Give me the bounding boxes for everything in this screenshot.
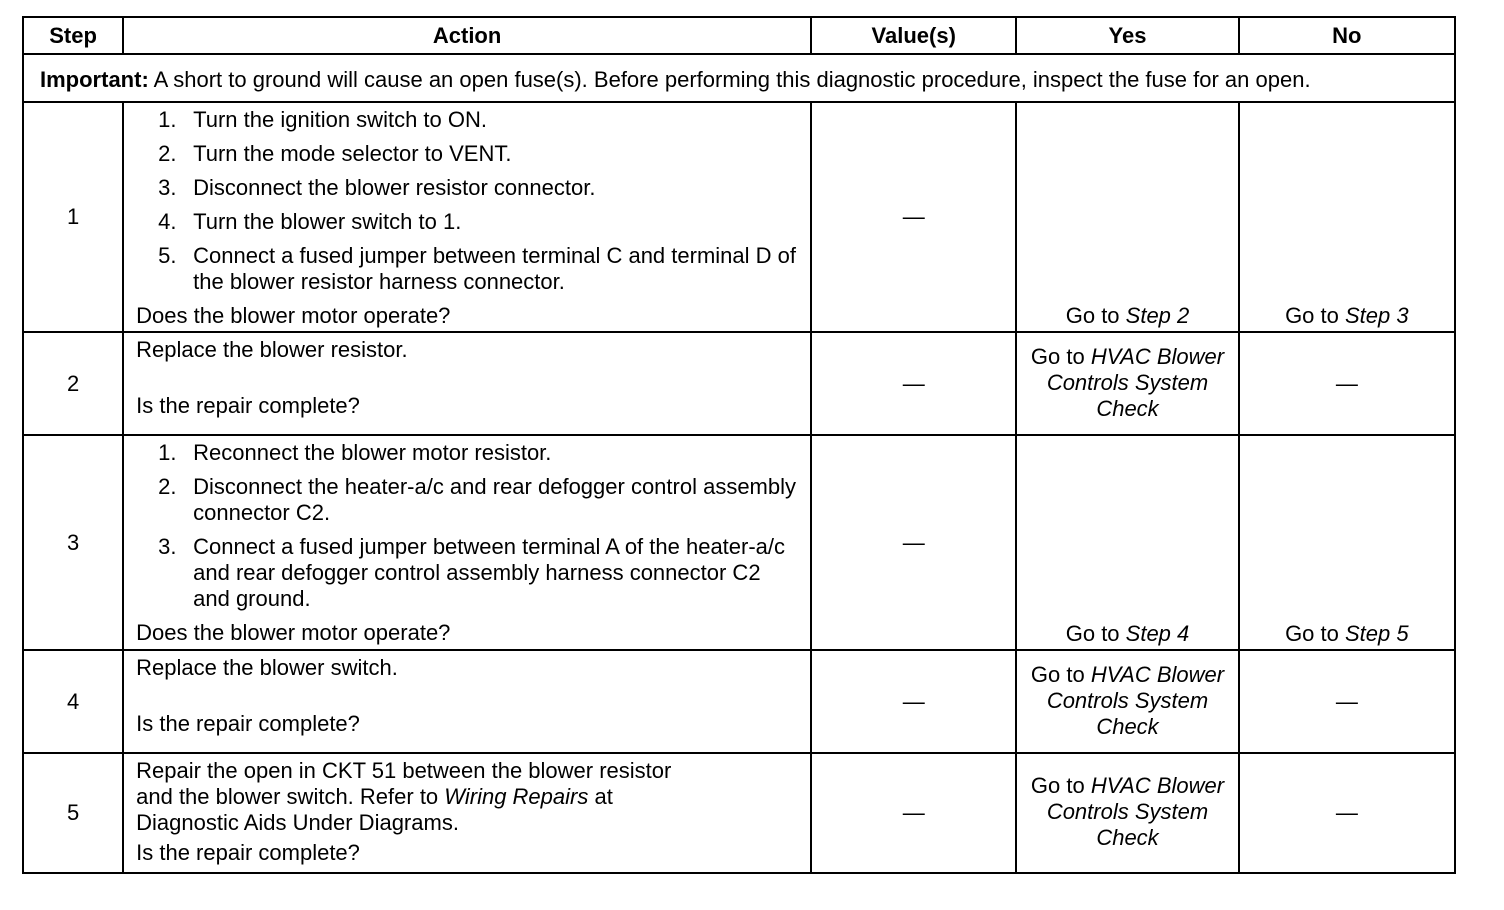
dash: —	[902, 800, 925, 825]
value-cell	[811, 102, 1016, 332]
no-cell	[1239, 650, 1455, 753]
important-text: A short to ground will cause an open fuse(s). Before performing this diagnostic procedure, inspect the fuse for an open.	[148, 67, 1311, 92]
no-link[interactable]: Step 5	[1344, 621, 1409, 646]
no-cell: Go to Step 5	[1239, 435, 1455, 650]
question-text: Is the repair complete?	[136, 393, 360, 418]
no-cell	[1239, 332, 1455, 435]
action-cell	[123, 753, 811, 873]
header-yes: Yes	[1016, 17, 1238, 54]
table-row	[23, 650, 1455, 753]
table-row	[23, 753, 1455, 873]
dash: —	[1335, 688, 1358, 714]
header-action: Action	[123, 17, 811, 54]
important-row	[23, 54, 1455, 102]
wiring-repairs-link[interactable]: Wiring Repairs	[444, 784, 589, 809]
action-cell	[123, 435, 811, 650]
dash: —	[1335, 800, 1358, 825]
yes-cell: Go to Step 2	[1016, 102, 1238, 332]
dash: —	[1335, 370, 1358, 396]
action-list	[136, 440, 800, 612]
table-row	[23, 102, 1455, 332]
table-row	[23, 435, 1455, 650]
header-values: Value(s)	[811, 17, 1016, 54]
dash: —	[902, 204, 925, 229]
list-item: 4. Turn the blower switch to 1.	[158, 209, 462, 234]
question-text: Does the blower motor operate?	[136, 620, 451, 645]
yes-link[interactable]: Step 4	[1125, 621, 1190, 646]
question-text: Does the blower motor operate?	[136, 303, 451, 328]
no-cell: Go to Step 3	[1239, 102, 1455, 332]
yes-cell: Go to HVAC Blower Controls System Check	[1016, 332, 1238, 435]
step-number: 4	[23, 650, 123, 753]
value-cell	[811, 753, 1016, 873]
list-item: 1. Turn the ignition switch to ON.	[158, 107, 487, 132]
header-row	[23, 17, 1455, 54]
yes-cell: Go to HVAC Blower Controls System Check	[1016, 753, 1238, 873]
step-number: 2	[23, 332, 123, 435]
action-text: Repair the open in CKT 51 between the blower resistor and the blower switch. Refer to Wiring Repairs at Diagnostic Aids Under Diagrams.	[136, 758, 672, 835]
action-cell	[123, 650, 811, 753]
action-cell	[123, 332, 811, 435]
table-row	[23, 332, 1455, 435]
question-text: Is the repair complete?	[136, 840, 360, 865]
yes-link[interactable]: HVAC Blower Controls System Check	[1046, 661, 1225, 739]
value-cell	[811, 332, 1016, 435]
list-item: 5. Connect a fused jumper between terminal C and terminal D of the blower resistor harness connector.	[158, 243, 796, 294]
diagnostic-table	[22, 16, 1456, 874]
yes-link[interactable]: HVAC Blower Controls System Check	[1046, 343, 1225, 421]
question-text: Is the repair complete?	[136, 711, 360, 736]
action-cell	[123, 102, 811, 332]
list-item: 1. Reconnect the blower motor resistor.	[158, 440, 552, 465]
no-cell	[1239, 753, 1455, 873]
value-cell	[811, 650, 1016, 753]
step-number: 5	[23, 753, 123, 873]
step-number: 3	[23, 435, 123, 650]
no-link[interactable]: Step 3	[1344, 303, 1409, 328]
value-cell	[811, 435, 1016, 650]
action-text: Replace the blower resistor.	[136, 337, 408, 362]
list-item: 3. Connect a fused jumper between terminal A of the heater-a/c and rear defogger control assembly harness connector C2 and ground.	[158, 534, 786, 611]
yes-link[interactable]: HVAC Blower Controls System Check	[1046, 773, 1225, 850]
dash: —	[902, 529, 925, 555]
action-text: Replace the blower switch.	[136, 655, 398, 680]
important-note	[23, 54, 1455, 102]
list-item: 2. Disconnect the heater-a/c and rear defogger control assembly connector C2.	[158, 474, 797, 525]
yes-cell: Go to HVAC Blower Controls System Check	[1016, 650, 1238, 753]
dash: —	[902, 370, 925, 396]
dash: —	[902, 688, 925, 714]
important-label: Important:	[40, 67, 149, 92]
list-item: 3. Disconnect the blower resistor connector.	[158, 175, 596, 200]
yes-link[interactable]: Step 2	[1125, 303, 1190, 328]
header-no: No	[1239, 17, 1455, 54]
yes-cell: Go to Step 4	[1016, 435, 1238, 650]
step-number: 1	[23, 102, 123, 332]
action-list	[136, 107, 800, 295]
header-step: Step	[23, 17, 123, 54]
list-item: 2. Turn the mode selector to VENT.	[158, 141, 512, 166]
